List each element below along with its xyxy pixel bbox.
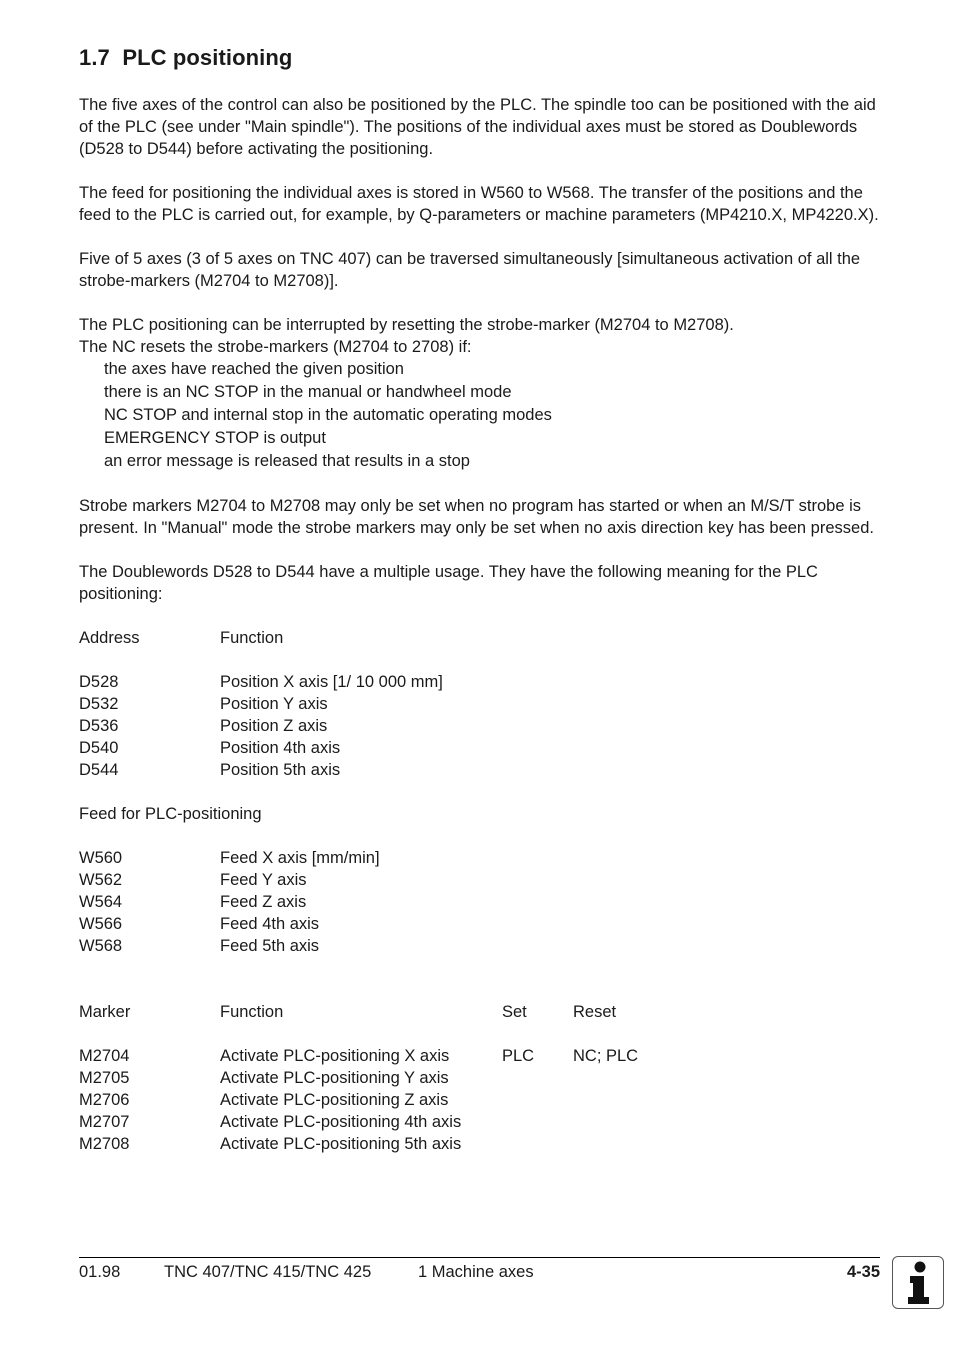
table-cell: W564 [79,893,123,911]
footer-model: TNC 407/TNC 415/TNC 425 [164,1263,372,1281]
table-header-row [79,627,879,649]
table-cell: M2707 [79,1113,130,1131]
table-cell: W568 [79,937,123,955]
table-cell: Feed Y axis [220,871,307,889]
table-header-row [79,1001,879,1023]
table-row [79,1045,879,1067]
marker-table [79,1001,879,1155]
strobe-paragraph: Strobe markers M2704 to M2708 may only be set when no program has started or when an M/S/T strobe is present. In "Manual" mode the strobe markers may only be set when no axis direction key has been pressed. [79,497,874,537]
table-cell: Activate PLC-positioning 4th axis [220,1113,462,1131]
table-row [79,759,879,781]
table-row [79,869,879,891]
table-row [79,847,879,869]
page-number: 4-35 [846,1263,880,1281]
table-header-cell: Reset [573,1003,617,1021]
table-cell: Activate PLC-positioning 5th axis [220,1135,462,1153]
table-header-cell: Address [79,629,140,647]
table-row [79,737,879,759]
table-cell: Position Y axis [220,695,328,713]
table-row [79,913,879,935]
feed-table-title: Feed for PLC-positioning [79,805,262,823]
table-cell [502,1133,573,1155]
table-row [79,1133,879,1155]
table-cell: PLC [502,1047,535,1065]
table-cell: D532 [79,695,119,713]
table-cell: Feed 4th axis [220,915,320,933]
table-cell: D544 [79,761,119,779]
table-cell: W566 [79,915,123,933]
table-row [79,715,879,737]
table-cell: Position 5th axis [220,761,341,779]
table-row [79,1089,879,1111]
reset-conditions-list [79,358,879,473]
intro-paragraph: The five axes of the control can also be positioned by the PLC. The spindle too can be positioned with the aid of the PLC (see under "Main spindle"). The positions of the individual axes must be stored as Doublewords (D528 to D544) before activating the positioning. [79,96,876,158]
interrupt-paragraph: The PLC positioning can be interrupted by resetting the strobe-marker (M2704 to M2708). [79,316,734,334]
list-item: EMERGENCY STOP is output [104,429,326,447]
page-title: 1.7 PLC positioning [79,45,293,70]
table-cell: Position Z axis [220,717,328,735]
table-header-cell: Function [220,1003,284,1021]
list-item: NC STOP and internal stop in the automatic operating modes [104,406,552,424]
table-cell: D528 [79,673,119,691]
table-row [79,891,879,913]
table-header-cell: Function [220,629,284,647]
table-cell [502,1089,573,1111]
simultaneous-paragraph: Five of 5 axes (3 of 5 axes on TNC 407) can be traversed simultaneously [simultaneous activation of all the strobe-markers (M2704 to M2708)]. [79,250,861,290]
table-cell: M2705 [79,1069,130,1087]
table-cell: Feed X axis [mm/min] [220,849,380,867]
info-icon-glyph [893,1257,943,1308]
table-cell [502,1067,573,1089]
table-cell: M2706 [79,1091,130,1109]
info-icon [892,1256,944,1309]
table-row [79,671,879,693]
table-row [79,935,879,957]
feed-paragraph: The feed for positioning the individual axes is stored in W560 to W568. The transfer of the positions and the feed to the PLC is carried out, for example, by Q-parameters or machine parameters (MP4210.X, MP4220.X). [79,184,879,224]
table-row [79,1067,879,1089]
list-item: the axes have reached the given position [104,360,404,378]
table-cell: W560 [79,849,123,867]
table-cell: D536 [79,717,119,735]
table-cell: W562 [79,871,123,889]
page-content [79,94,879,1155]
table-cell: M2704 [79,1047,130,1065]
table-cell: Feed Z axis [220,893,307,911]
table-cell: Activate PLC-positioning X axis [220,1047,450,1065]
table-cell: Position X axis [1/ 10 000 mm] [220,673,443,691]
table-cell: Activate PLC-positioning Z axis [220,1091,449,1109]
footer-chapter: 1 Machine axes [418,1263,534,1281]
list-item: there is an NC STOP in the manual or handwheel mode [104,383,512,401]
table-cell: D540 [79,739,119,757]
table-cell: Position 4th axis [220,739,341,757]
table-cell: NC; PLC [573,1047,639,1065]
table-cell: M2708 [79,1135,130,1153]
table-cell: Feed 5th axis [220,937,320,955]
feed-table [79,803,879,957]
table-row [79,693,879,715]
doubleword-table [79,627,879,781]
footer-divider [79,1257,880,1258]
table-header-cell: Set [502,1003,527,1021]
table-header-cell: Marker [79,1003,131,1021]
list-item: an error message is released that results in a stop [104,452,470,470]
table-cell: Activate PLC-positioning Y axis [220,1069,449,1087]
table-cell [502,1111,573,1133]
reset-intro-paragraph: The NC resets the strobe-markers (M2704 to 2708) if: [79,338,472,356]
footer-date: 01.98 [79,1263,121,1281]
table-row [79,1111,879,1133]
doubleword-paragraph: The Doublewords D528 to D544 have a multiple usage. They have the following meaning for the PLC positioning: [79,563,818,603]
